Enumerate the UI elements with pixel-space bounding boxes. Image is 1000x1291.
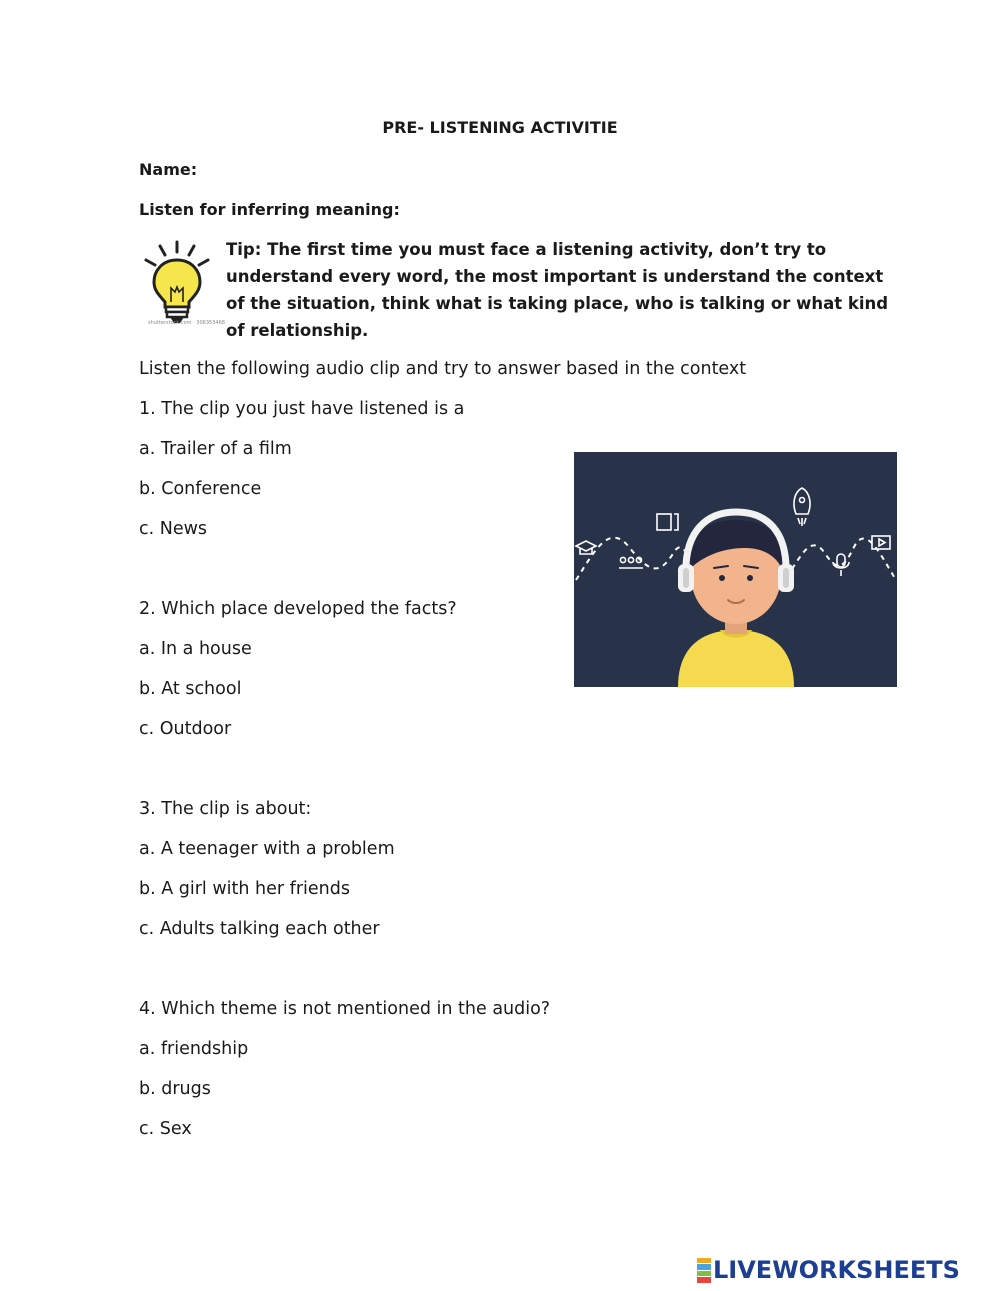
option-3b: b. A girl with her friends [139,879,350,899]
option-1b: b. Conference [139,479,262,499]
option-3c: c. Adults talking each other [139,919,380,939]
option-4c: c. Sex [139,1119,192,1139]
tip-line: Tip: The first time you must face a listening activity, don’t try to [226,240,827,259]
option-2a: a. In a house [139,639,252,659]
option-4b: b. drugs [139,1079,211,1099]
page-title: PRE- LISTENING ACTIVITIE [382,118,618,137]
liveworksheets-logo [697,1255,960,1285]
lightbulb-icon [140,240,214,332]
tip-line: of relationship. [226,321,369,340]
question-1: 1. The clip you just have listened is a [139,399,465,419]
tip-line: understand every word, the most important is understand the context [226,267,884,286]
option-1c: c. News [139,519,208,539]
option-4a: a. friendship [139,1039,249,1059]
bulb-credit: shutterstock.com · 306353468 [148,320,225,326]
option-2b: b. At school [139,679,242,699]
question-4: 4. Which theme is not mentioned in the audio? [139,999,551,1019]
option-1a: a. Trailer of a film [139,439,292,459]
logo-text: LIVEWORKSHEETS [713,1256,960,1284]
tip-text [226,236,889,344]
option-2c: c. Outdoor [139,719,232,739]
person-with-headphones-illustration [574,452,897,687]
option-3a: a. A teenager with a problem [139,839,395,859]
question-2: 2. Which place developed the facts? [139,599,457,619]
logo-badge-icon [697,1257,711,1283]
tip-line: of the situation, think what is taking place, who is talking or what kind [226,294,889,313]
instruction-text: Listen the following audio clip and try to answer based in the context [139,359,747,379]
section-heading: Listen for inferring meaning: [139,200,400,219]
question-3: 3. The clip is about: [139,799,312,819]
name-label: Name: [139,160,198,179]
